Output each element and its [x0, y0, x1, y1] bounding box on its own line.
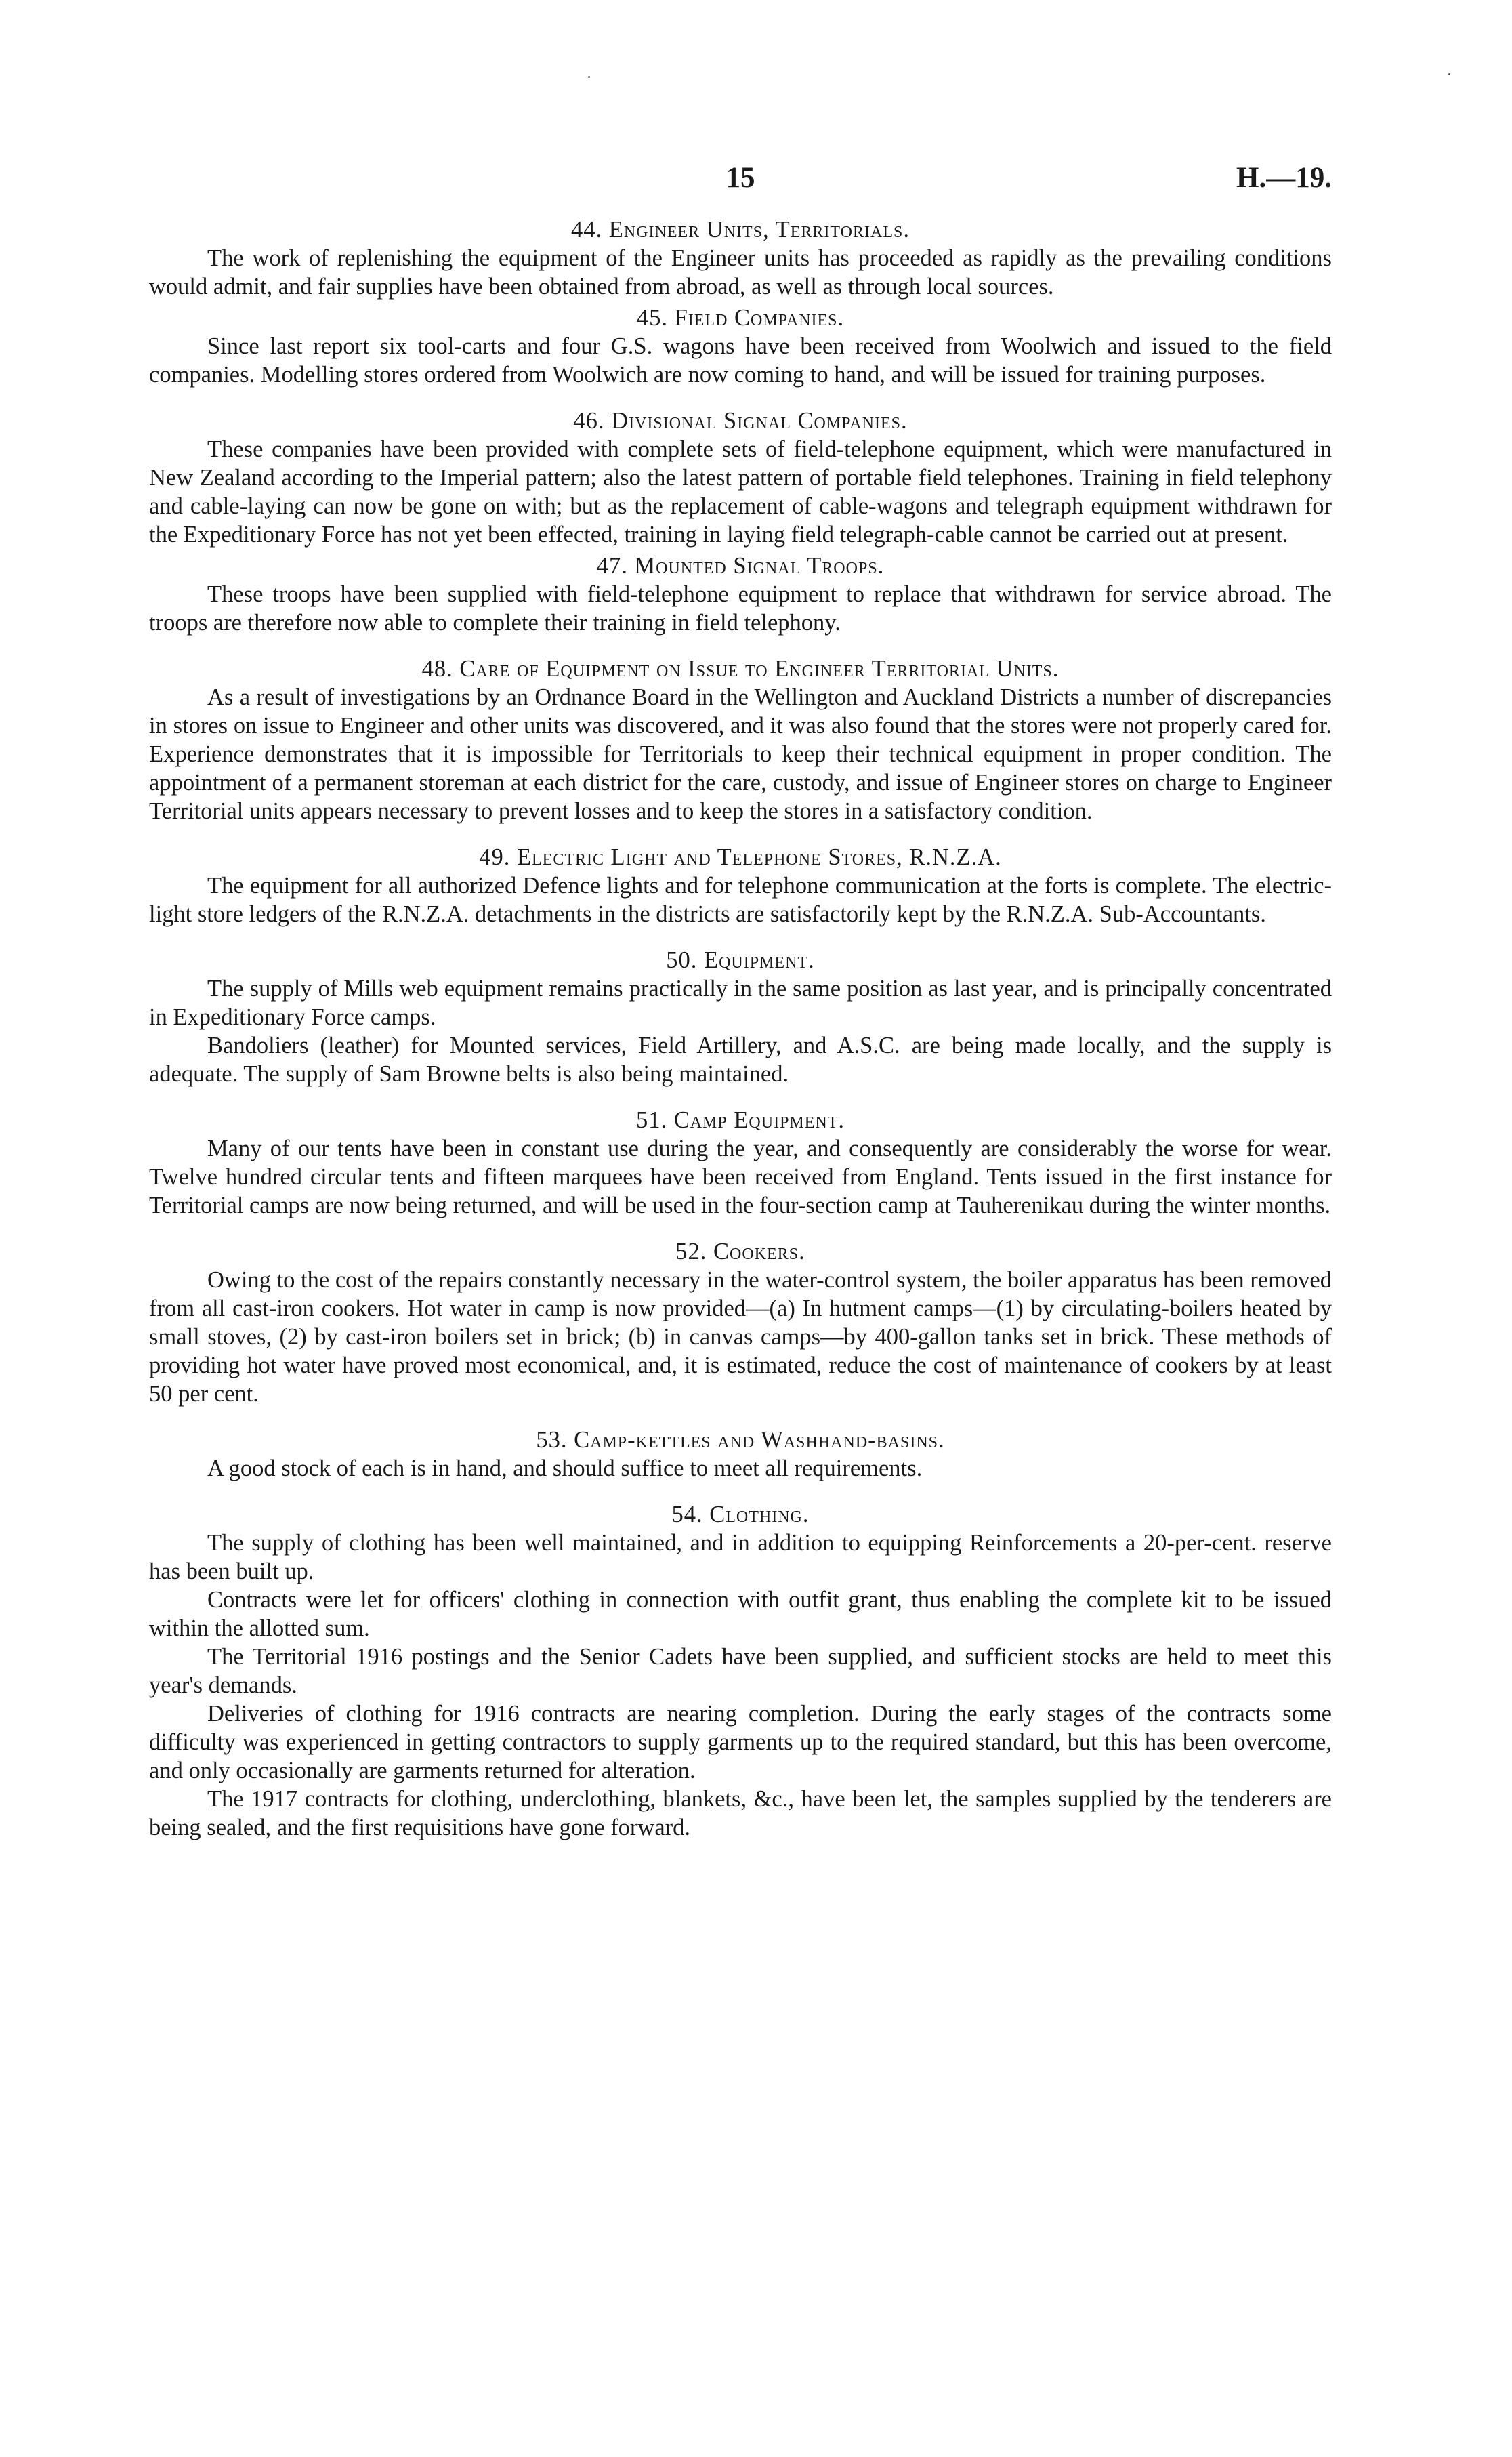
paragraph: Contracts were let for officers' clothing in connection with outfit grant, thus enabling the complete kit to be issued within the allotted sum.: [149, 1587, 1332, 1641]
paragraph: Bandoliers (leather) for Mounted services, Field Artillery, and A.S.C. are being made locally, and the supply is adequate. The supply of Sam Browne belts is also being maintained.: [149, 1033, 1332, 1087]
section-45: [149, 304, 1332, 389]
paragraph: Owing to the cost of the repairs constantly necessary in the water-control system, the boiler apparatus has been removed from all cast-iron cookers. Hot water in camp is now provided—(a) In hutment camps—(1) by circulating-boilers heated by small stoves, (2) by cast-iron boilers set in brick; (b) in canvas camps—by 400-gallon tanks set in brick. These methods of providing hot water have proved most economical, and, it is estimated, reduce the cost of maintenance of cookers by at least 50 per cent.: [149, 1267, 1332, 1407]
paragraph: The Territorial 1916 postings and the Senior Cadets have been supplied, and sufficient stocks are held to meet this year's demands.: [149, 1644, 1332, 1698]
section-heading: 47. Mounted Signal Troops.: [596, 553, 885, 579]
section-heading: 48. Care of Equipment on Issue to Engineer Territorial Units.: [421, 656, 1059, 682]
section-heading: 54. Clothing.: [671, 1502, 810, 1527]
paper-speck: [1448, 73, 1450, 75]
paper-speck: [588, 76, 590, 78]
section-53: [149, 1426, 1332, 1483]
section-heading: 52. Cookers.: [675, 1239, 805, 1264]
section-44: [149, 215, 1332, 301]
section-51: [149, 1106, 1332, 1220]
section-50: [149, 946, 1332, 1088]
paragraph: The supply of clothing has been well maintained, and in addition to equipping Reinforcements a 20-per-cent. reserve has been built up.: [149, 1530, 1332, 1584]
section-heading: 50. Equipment.: [666, 947, 815, 973]
paragraph: Many of our tents have been in constant use during the year, and consequently are considerably the worse for wear. Twelve hundred circular tents and fifteen marquees have been received from England. Tents issued in the first instance for Territorial camps are now being returned, and will be used in the four-section camp at Tauherenikau during the winter months.: [149, 1136, 1332, 1218]
section-54: [149, 1500, 1332, 1842]
paragraph: The work of replenishing the equipment of the Engineer units has proceeded as rapidly as the prevailing conditions would admit, and fair supplies have been obtained from abroad, as well as through local sources.: [149, 245, 1332, 300]
paragraph: The supply of Mills web equipment remains practically in the same position as last year, and is principally concentrated in Expeditionary Force camps.: [149, 976, 1332, 1030]
section-47: [149, 552, 1332, 637]
document-body: [149, 215, 1332, 1842]
section-heading: 51. Camp Equipment.: [635, 1107, 845, 1133]
paragraph: A good stock of each is in hand, and should suffice to meet all requirements.: [207, 1455, 923, 1481]
document-reference: H.—19.: [1236, 162, 1332, 194]
section-heading: 53. Camp-kettles and Washhand-basins.: [536, 1427, 945, 1453]
section-heading: 45. Field Companies.: [636, 305, 845, 331]
section-heading: 49. Electric Light and Telephone Stores, R.N.Z.A.: [479, 844, 1002, 870]
paragraph: Deliveries of clothing for 1916 contracts are nearing completion. During the early stages of the contracts some difficulty was experienced in getting contractors to supply garments up to the required standard, but this has been overcome, and only occasionally are garments returned for alteration.: [149, 1701, 1332, 1783]
paragraph: The 1917 contracts for clothing, underclothing, blankets, &c., have been let, the samples supplied by the tenderers are being sealed, and the first requisitions have gone forward.: [149, 1786, 1332, 1840]
section-52: [149, 1237, 1332, 1408]
page-header: [149, 161, 1332, 202]
section-heading: 46. Divisional Signal Companies.: [573, 408, 908, 434]
section-48: [149, 655, 1332, 825]
paragraph: Since last report six tool-carts and four G.S. wagons have been received from Woolwich and issued to the field companies. Modelling stores ordered from Woolwich are now coming to hand, and will be issued for training purposes.: [149, 333, 1332, 388]
section-49: [149, 843, 1332, 928]
paragraph: The equipment for all authorized Defence lights and for telephone communication at the forts is complete. The electric-light store ledgers of the R.N.Z.A. detachments in the districts are satisfactorily kept by the R.N.Z.A. Sub-Accountants.: [149, 873, 1332, 927]
section-heading: 44. Engineer Units, Territorials.: [571, 217, 910, 243]
paragraph: As a result of investigations by an Ordnance Board in the Wellington and Auckland Districts a number of discrepancies in stores on issue to Engineer and other units was discovered, and it was also found that the stores were not properly cared for. Experience demonstrates that it is impossible for Territorials to keep their technical equipment in proper condition. The appointment of a permanent storeman at each district for the care, custody, and issue of Engineer stores on charge to Engineer Territorial units appears necessary to prevent losses and to keep the stores in a satisfactory condition.: [149, 684, 1332, 824]
paragraph: These companies have been provided with complete sets of field-telephone equipment, which were manufactured in New Zealand according to the Imperial pattern; also the latest pattern of portable field telephones. Training in field telephony and cable-laying can now be gone on with; but as the replacement of cable-wagons and telegraph equipment withdrawn for the Expeditionary Force has not yet been effected, training in laying field telegraph-cable cannot be carried out at present.: [149, 436, 1332, 548]
page-number: 15: [726, 162, 755, 194]
section-46: [149, 407, 1332, 549]
paragraph: These troops have been supplied with field-telephone equipment to replace that withdrawn for service abroad. The troops are therefore now able to complete their training in field telephony.: [149, 581, 1332, 636]
